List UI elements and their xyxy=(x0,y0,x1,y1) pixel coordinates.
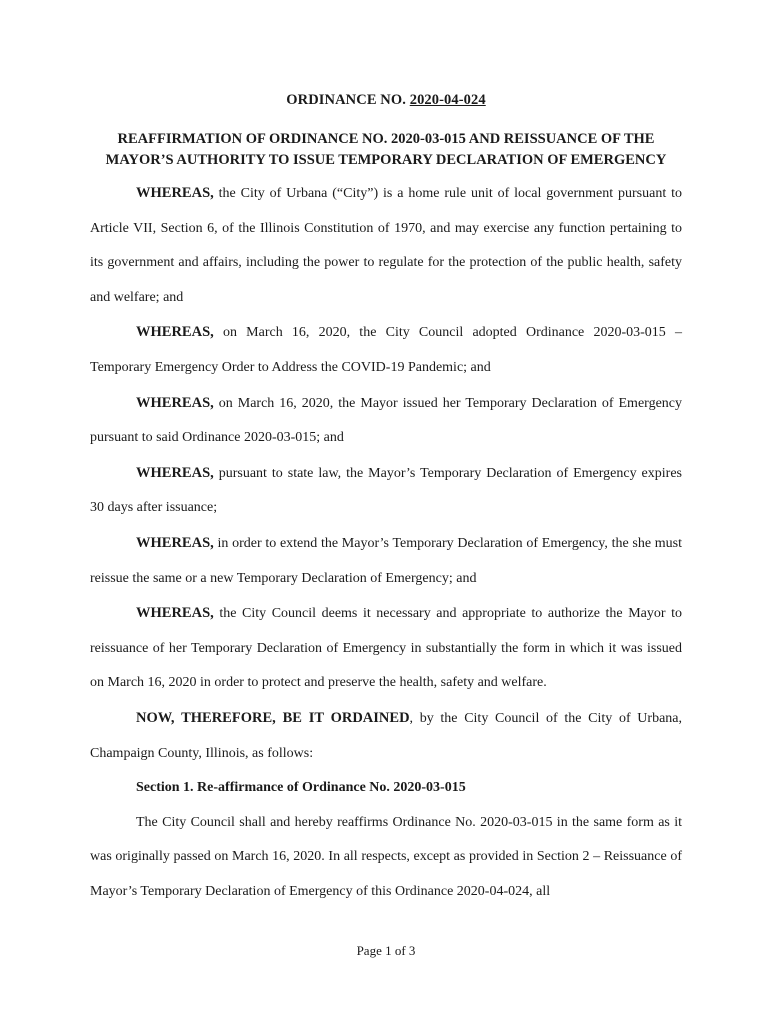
paragraph-lead: WHEREAS, xyxy=(136,464,214,481)
document-page xyxy=(90,0,682,1024)
whereas-paragraph-3 xyxy=(90,386,682,456)
ordinance-title xyxy=(90,92,682,109)
ordinance-number: 2020-04-024 xyxy=(409,92,486,108)
ordinance-body xyxy=(90,176,682,909)
paragraph-lead: WHEREAS, xyxy=(136,605,214,622)
whereas-paragraph-6 xyxy=(90,596,682,701)
ordained-paragraph xyxy=(90,701,682,771)
section-1-paragraph: The City Council shall and hereby reaffirms Ordinance No. 2020-03-015 in the same form as it was originally passed on March 16, 2020. In all respects, except as provided in Section 2 – Reissuance of Mayor’s Temporary Declaration of Emergency of this Ordinance 2020-04-024, all xyxy=(90,814,682,899)
paragraph-lead: WHEREAS, xyxy=(136,394,214,411)
title-prefix: ORDINANCE NO. xyxy=(286,92,410,108)
paragraph-text: in order to extend the Mayor’s Temporary Declaration of Emergency, the she must reissue the same or a new Temporary Declaration of Emergency; and xyxy=(90,535,682,586)
whereas-paragraph-1 xyxy=(90,176,682,315)
whereas-paragraph-4 xyxy=(90,456,682,526)
paragraph-lead: WHEREAS, xyxy=(136,185,214,201)
section-heading-text: Section 1. Re-affirmance of Ordinance No. 2020-03-015 xyxy=(136,780,466,796)
ordinance-subtitle xyxy=(90,129,682,171)
paragraph-text: on March 16, 2020, the Mayor issued her Temporary Declaration of Emergency pursuant to said Ordinance 2020-03-015; and xyxy=(90,395,682,446)
subtitle-line-2: MAYOR’S AUTHORITY TO ISSUE TEMPORARY DECLARATION OF EMERGENCY xyxy=(105,152,667,168)
section-1-heading xyxy=(90,771,682,806)
paragraph-lead: WHEREAS, xyxy=(136,324,214,341)
paragraph-text: the City Council deems it necessary and appropriate to authorize the Mayor to reissuance of her Temporary Declaration of Emergency in substantially the form in which it was issued on March 16, 2020 in order to protect and preserve the health, safety and welfare. xyxy=(90,606,682,691)
subtitle-line-1: REAFFIRMATION OF ORDINANCE NO. 2020-03-015 AND REISSUANCE OF THE xyxy=(117,131,655,147)
paragraph-lead: NOW, THEREFORE, BE IT ORDAINED xyxy=(136,709,410,726)
paragraph-text: , by the City Council of the City of Urbana, Champaign County, Illinois, as follows: xyxy=(90,710,683,761)
whereas-paragraph-2 xyxy=(90,315,682,385)
page-number: Page 1 of 3 xyxy=(356,943,416,958)
paragraph-text: on March 16, 2020, the City Council adopted Ordinance 2020-03-015 – Temporary Emergency Order to Address the COVID-19 Pandemic; and xyxy=(90,325,682,375)
paragraph-text: the City of Urbana (“City”) is a home rule unit of local government pursuant to Article VII, Section 6, of the Illinois Constitution of 1970, and may exercise any function pertaining to its government and affairs, including the power to regulate for the protection of the public health, safety and welfare; and xyxy=(90,186,682,305)
paragraph-text: pursuant to state law, the Mayor’s Temporary Declaration of Emergency expires 30 days after issuance; xyxy=(90,465,682,516)
paragraph-lead: WHEREAS, xyxy=(136,534,214,551)
whereas-paragraph-5 xyxy=(90,526,682,596)
